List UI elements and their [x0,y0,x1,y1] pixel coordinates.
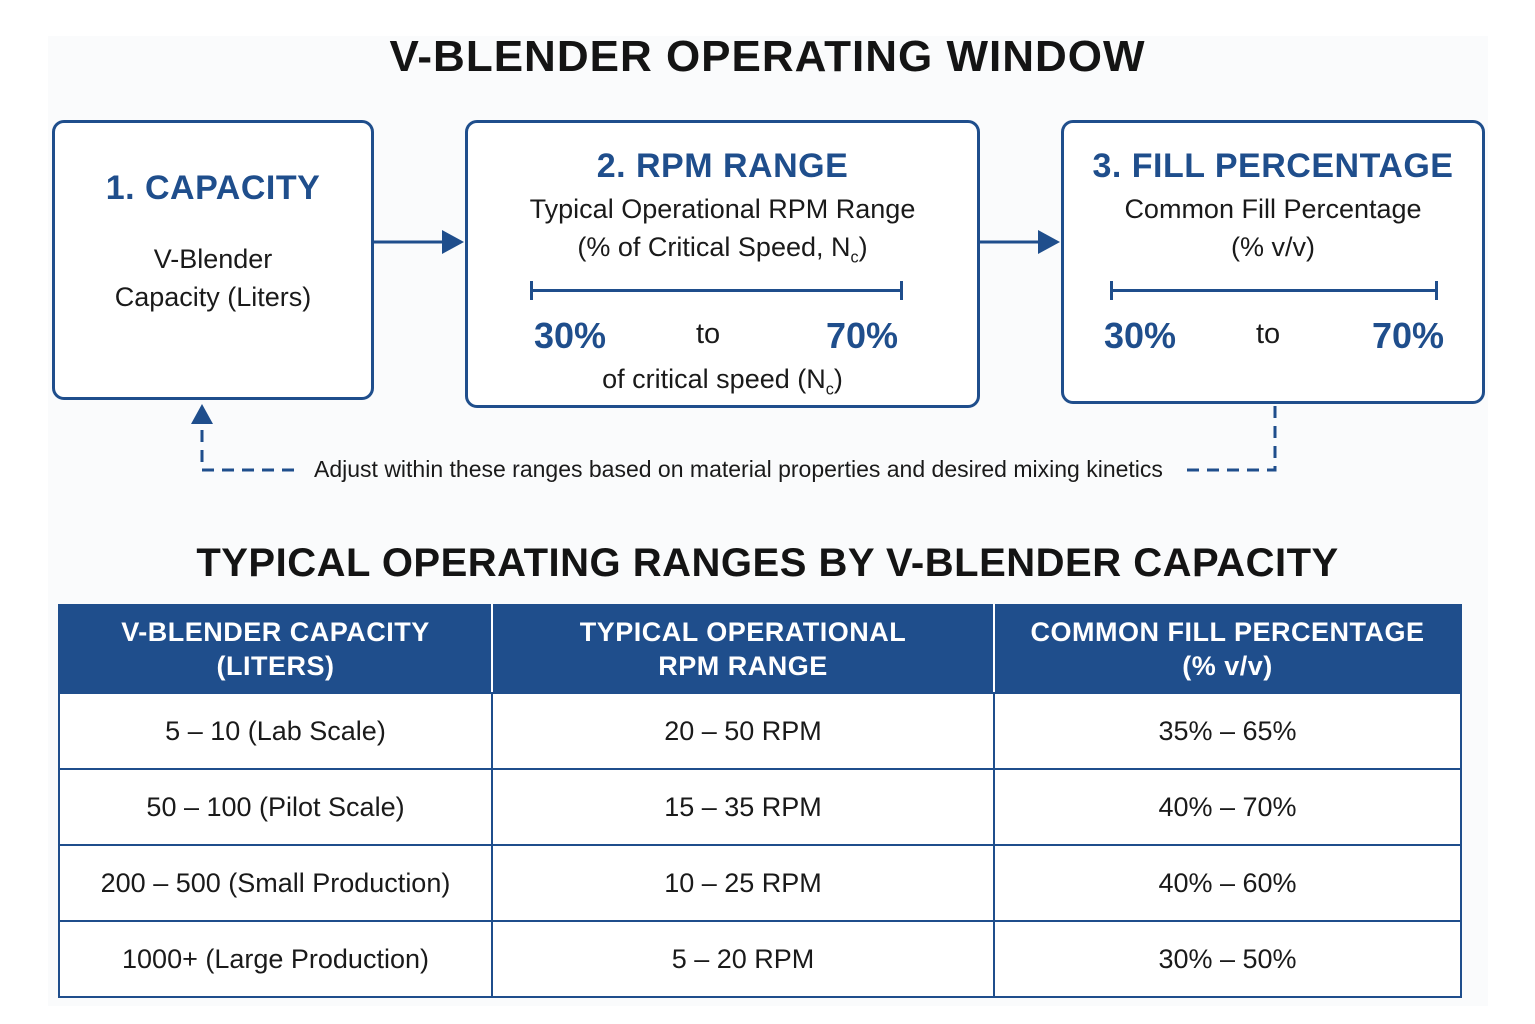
rpm-range-high: 70% [826,315,899,356]
cell-capacity: 50 – 100 (Pilot Scale) [59,769,492,845]
fill-percentage-bar [1110,289,1438,292]
header-rpm-line2: RPM RANGE [658,651,828,681]
cell-capacity: 5 – 10 (Lab Scale) [59,693,492,769]
rpm-range-line2-sub: c [850,248,859,267]
cell-fill: 35% – 65% [994,693,1461,769]
capacity-title: 1. CAPACITY [105,169,321,207]
capacity-text-line2: Capacity (Liters) [114,282,312,312]
header-rpm [492,605,994,693]
cell-rpm: 15 – 35 RPM [492,769,994,845]
rpm-range-to: to [696,318,721,350]
rpm-range-footer-sub: c [825,380,834,399]
rpm-range-footer [468,361,977,408]
rpm-range-line2-end: ) [858,232,868,262]
header-capacity-line1: V-BLENDER CAPACITY [121,617,430,647]
rpm-range-footer-end: ) [833,364,843,394]
cell-capacity: 1000+ (Large Production) [59,921,492,997]
rpm-range-line2 [468,229,977,276]
cell-rpm: 5 – 20 RPM [492,921,994,997]
fill-percentage-line1: Common Fill Percentage [1124,194,1422,224]
fill-percentage-title: 3. FILL PERCENTAGE [1092,147,1454,185]
table-row [59,769,1461,845]
feedback-note: Adjust within these ranges based on material properties and desired mixing kinetics [314,456,1163,482]
header-fill-line2: (% v/v) [1182,651,1273,681]
rpm-range-line2-text: (% of Critical Speed, N [577,232,851,262]
rpm-range-title: 2. RPM RANGE [596,147,849,185]
header-fill-line1: COMMON FILL PERCENTAGE [1030,617,1425,647]
cell-rpm: 20 – 50 RPM [492,693,994,769]
table-row [59,921,1461,997]
fill-percentage-to: to [1256,318,1281,350]
rpm-range-line1: Typical Operational RPM Range [529,194,916,224]
rpm-range-bar [530,289,903,292]
header-capacity-line2: (LITERS) [216,651,335,681]
rpm-range-box [465,120,980,408]
cell-fill: 30% – 50% [994,921,1461,997]
table-row [59,845,1461,921]
table-title: TYPICAL OPERATING RANGES BY V-BLENDER CAPACITY [196,541,1339,585]
fill-percentage-line2: (% v/v) [1231,232,1315,262]
header-rpm-line1: TYPICAL OPERATIONAL [579,617,907,647]
header-fill [994,605,1461,693]
rpm-range-footer-text: of critical speed (N [602,364,826,394]
page-title: V-BLENDER OPERATING WINDOW [389,32,1146,81]
fill-percentage-high: 70% [1372,315,1445,356]
table-header-row [59,605,1461,693]
cell-fill: 40% – 60% [994,845,1461,921]
rpm-range-low: 30% [534,315,607,356]
fill-percentage-box [1061,120,1485,404]
cell-rpm: 10 – 25 RPM [492,845,994,921]
table-row [59,693,1461,769]
capacity-text-line1: V-Blender [153,244,273,274]
cell-capacity: 200 – 500 (Small Production) [59,845,492,921]
header-capacity [59,605,492,693]
cell-fill: 40% – 70% [994,769,1461,845]
fill-percentage-low: 30% [1104,315,1177,356]
capacity-box [52,120,374,400]
operating-ranges-table [58,604,1462,998]
